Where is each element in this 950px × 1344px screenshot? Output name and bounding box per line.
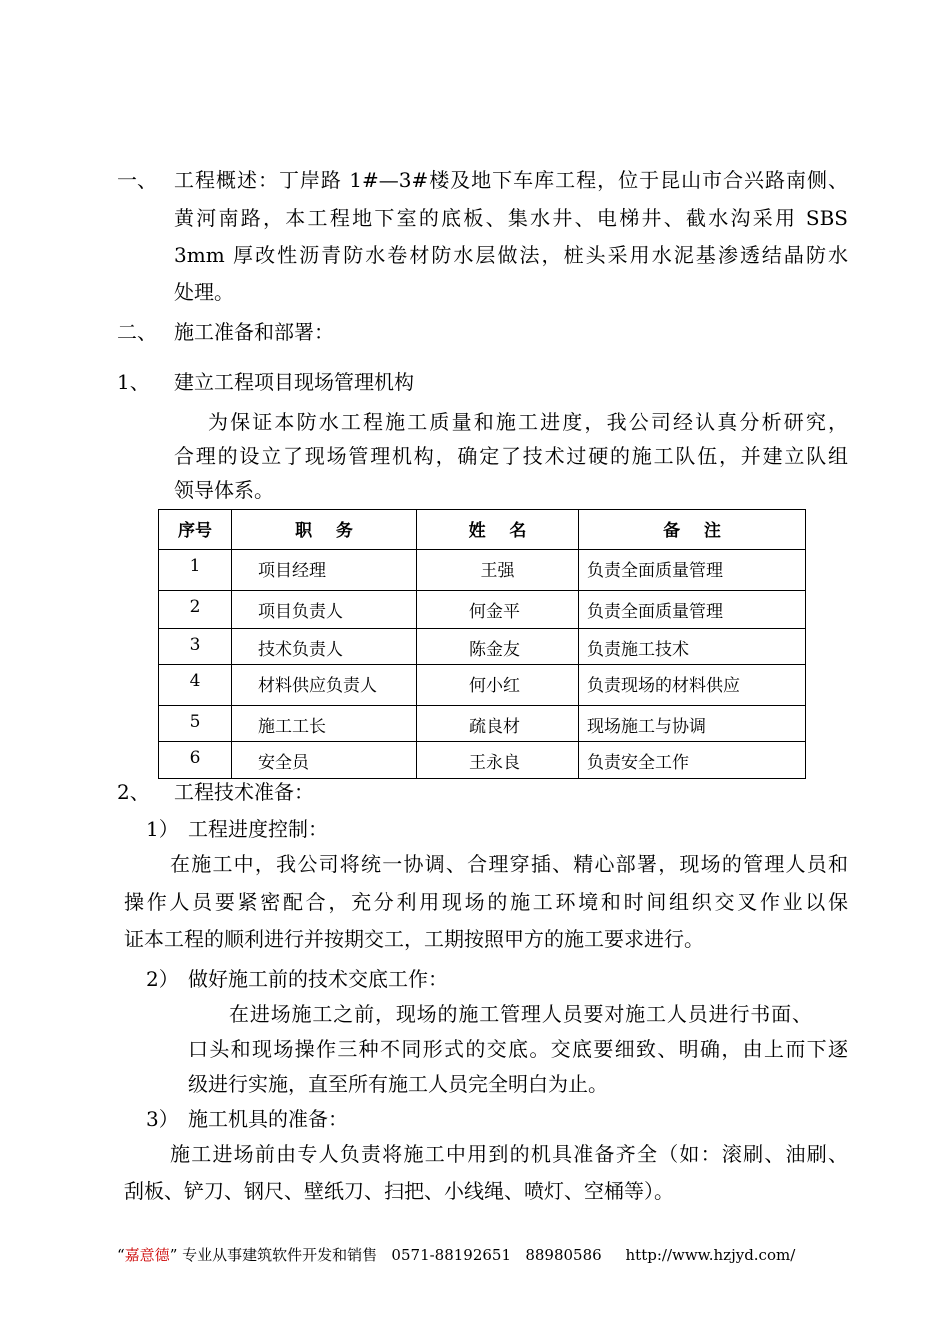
header-seq: 序号: [159, 510, 232, 550]
table-row: [159, 629, 806, 665]
section2-number: 二、: [117, 320, 157, 344]
table-row: [159, 742, 806, 779]
cell-remark: 负责现场的材料供应: [579, 665, 806, 706]
section1-number: 一、: [117, 168, 157, 192]
cell-seq: 3: [159, 629, 232, 665]
section1-line-3: 3mm 厚改性沥青防水卷材防水层做法，桩头采用水泥基渗透结晶防水: [174, 243, 848, 267]
sub3-number: 3）: [146, 1107, 179, 1131]
item2-number: 2、: [117, 780, 150, 804]
cell-seq: 4: [159, 665, 232, 706]
section1-line-4: 处理。: [174, 280, 234, 304]
sub2-line-1: 在进场施工之前，现场的施工管理人员要对施工人员进行书面、: [229, 1002, 812, 1026]
sub1-title: 工程进度控制：: [188, 817, 328, 841]
section1-line-1: 工程概述：丁岸路 1#—3#楼及地下车库工程，位于昆山市合兴路南侧、: [174, 168, 848, 192]
cell-seq: 2: [159, 591, 232, 629]
cell-name: 王强: [417, 550, 579, 591]
cell-position: 技术负责人: [232, 629, 417, 665]
item2-title: 工程技术准备：: [174, 780, 314, 804]
sub1-line-2: 操作人员要紧密配合，充分利用现场的施工环境和时间组织交叉作业以保: [124, 890, 848, 914]
table-row: [159, 665, 806, 706]
cell-seq: 5: [159, 706, 232, 742]
cell-name: 何金平: [417, 591, 579, 629]
table-row: [159, 591, 806, 629]
header-remark: 备 注: [579, 510, 806, 550]
cell-name: 疏良材: [417, 706, 579, 742]
cell-position: 材料供应负责人: [232, 665, 417, 706]
cell-name: 陈金友: [417, 629, 579, 665]
sub1-line-3: 证本工程的顺利进行并按期交工，工期按照甲方的施工要求进行。: [124, 927, 704, 951]
cell-position: 施工工长: [232, 706, 417, 742]
sub2-line-3: 级进行实施，直至所有施工人员完全明白为止。: [188, 1072, 608, 1096]
cell-position: 安全员: [232, 742, 417, 779]
cell-seq: 1: [159, 550, 232, 591]
header-name: 姓 名: [417, 510, 579, 550]
item1-number: 1、: [117, 370, 150, 394]
staff-table: [158, 509, 806, 779]
item1-line-2: 合理的设立了现场管理机构，确定了技术过硬的施工队伍，并建立队组: [174, 444, 848, 468]
sub2-title: 做好施工前的技术交底工作：: [188, 967, 448, 991]
cell-remark: 现场施工与协调: [579, 706, 806, 742]
page-footer: [117, 1245, 795, 1265]
cell-name: 何小红: [417, 665, 579, 706]
cell-position: 项目经理: [232, 550, 417, 591]
header-position: 职 务: [232, 510, 417, 550]
cell-name: 王永良: [417, 742, 579, 779]
table-row: [159, 706, 806, 742]
footer-text: 专业从事建筑软件开发和销售 0571-88192651 88980586 http://www.hzjyd.com/: [177, 1246, 796, 1264]
table-row: [159, 550, 806, 591]
section1-line-2: 黄河南路，本工程地下室的底板、集水井、电梯井、截水沟采用 SBS: [174, 206, 848, 230]
item1-line-3: 领导体系。: [174, 478, 274, 502]
cell-seq: 6: [159, 742, 232, 779]
footer-quote-open: “: [117, 1246, 125, 1264]
cell-remark: 负责全面质量管理: [579, 550, 806, 591]
table-header-row: [159, 510, 806, 550]
item1-line-1: 为保证本防水工程施工质量和施工进度，我公司经认真分析研究，: [208, 410, 848, 434]
sub2-line-2: 口头和现场操作三种不同形式的交底。交底要细致、明确，由上而下逐: [188, 1037, 848, 1061]
cell-remark: 负责全面质量管理: [579, 591, 806, 629]
sub3-line-1: 施工进场前由专人负责将施工中用到的机具准备齐全（如：滚刷、油刷、: [170, 1142, 848, 1166]
footer-quote-close: ”: [169, 1246, 178, 1264]
sub1-line-1: 在施工中，我公司将统一协调、合理穿插、精心部署，现场的管理人员和: [170, 852, 848, 876]
sub2-number: 2）: [146, 967, 179, 991]
cell-position: 项目负责人: [232, 591, 417, 629]
sub1-number: 1）: [146, 817, 179, 841]
footer-brand: 嘉意德: [124, 1246, 170, 1264]
sub3-title: 施工机具的准备：: [188, 1107, 348, 1131]
sub3-line-2: 刮板、铲刀、钢尺、壁纸刀、扫把、小线绳、喷灯、空桶等）。: [124, 1179, 674, 1203]
cell-remark: 负责施工技术: [579, 629, 806, 665]
item1-title: 建立工程项目现场管理机构: [174, 370, 414, 394]
cell-remark: 负责安全工作: [579, 742, 806, 779]
section2-title: 施工准备和部署：: [174, 320, 334, 344]
